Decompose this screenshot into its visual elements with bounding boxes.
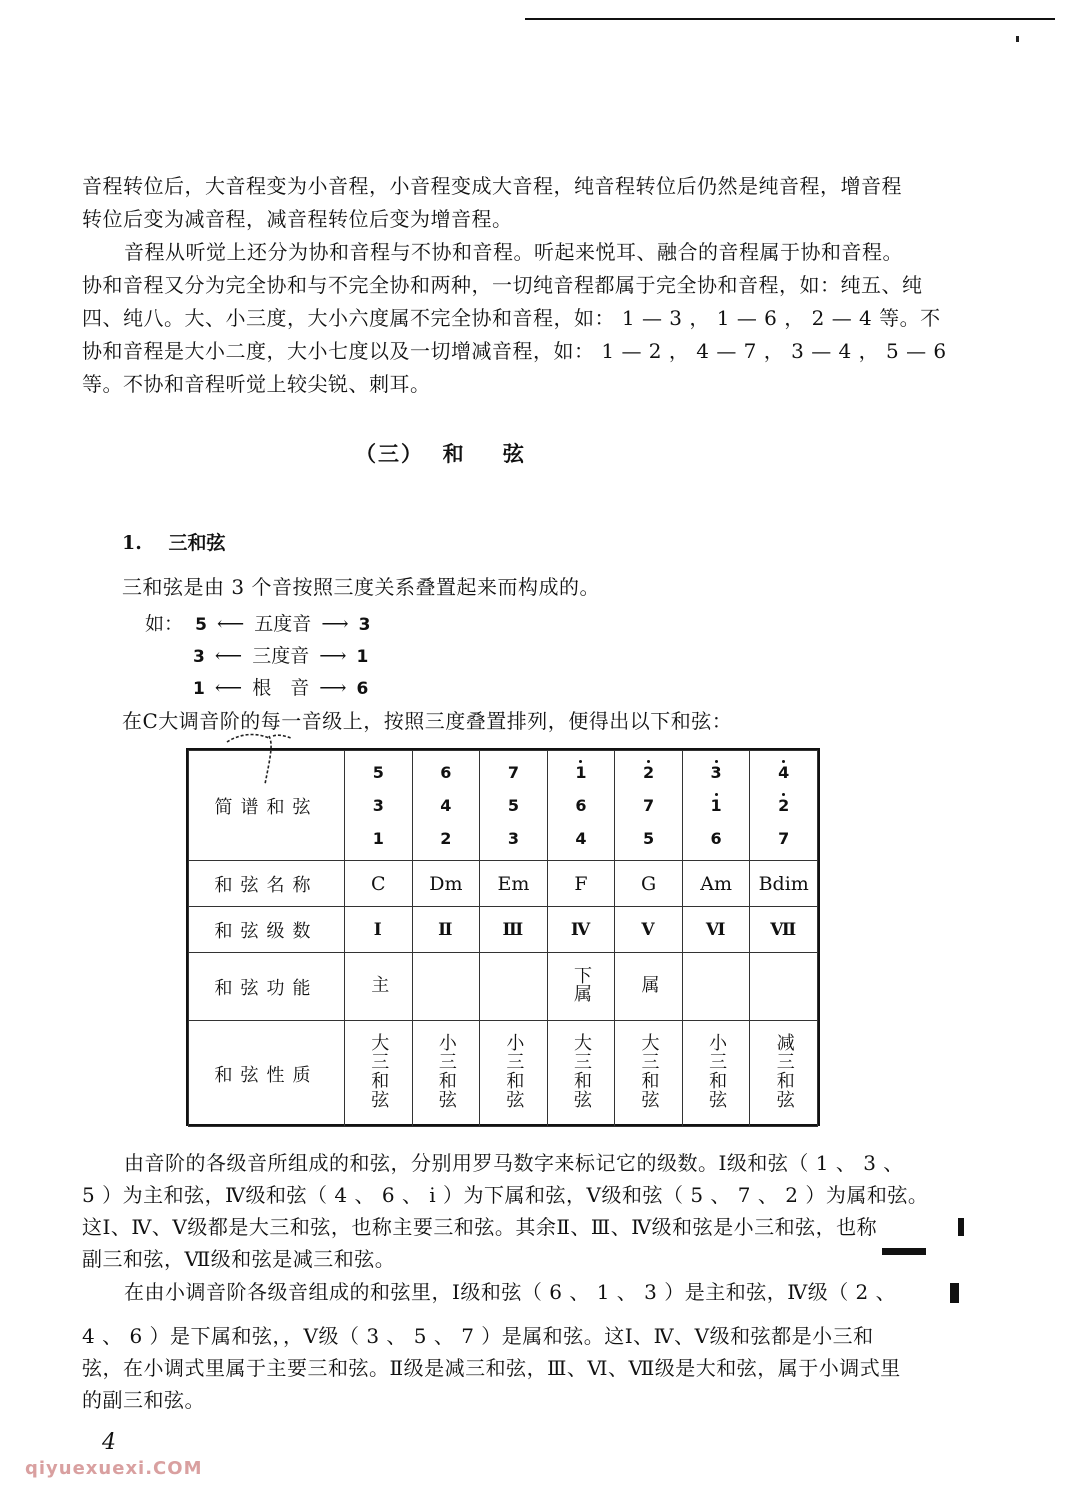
chord-name-cell: Em <box>480 861 548 907</box>
example-right-note: 6 <box>356 679 369 699</box>
chord-name-cell: Dm <box>412 861 480 907</box>
text-line: 由音阶的各级音所组成的和弦，分别用罗马数字来标记它的级数。Ⅰ级和弦（ 1 、 3 、 <box>124 1151 904 1175</box>
chord-function-cell <box>750 953 818 1021</box>
chord-function-text: 属 <box>638 975 660 993</box>
chord-function-cell <box>480 953 548 1021</box>
chord-name-cell: Bdim <box>750 861 818 907</box>
chord-function-text: 主 <box>368 975 390 993</box>
chord-degree-cell: Ⅳ <box>547 907 615 953</box>
chord-root: 5 <box>642 828 655 848</box>
chord-degree-cell: Ⅲ <box>480 907 548 953</box>
chord-quality-cell <box>682 1021 750 1127</box>
example-text: 五度音 <box>254 613 312 635</box>
example-row <box>193 641 368 668</box>
text-line: 5 ）为主和弦，Ⅳ级和弦（ 4 、 6 、 i ）为下属和弦，Ⅴ级和弦（ 5 、 7 、 2 ）为属和弦。 <box>82 1183 929 1207</box>
chord-degree-cell: Ⅰ <box>345 907 413 953</box>
chord-quality-cell <box>547 1021 615 1127</box>
example-left-note: 1 <box>193 679 205 699</box>
chord-quality-cell <box>345 1021 413 1127</box>
top-rule <box>525 18 1055 20</box>
scan-speckle <box>958 1218 964 1236</box>
text-line: 音程从听觉上还分为协和音程与不协和音程。听起来悦耳、融合的音程属于协和音程。 <box>124 240 903 264</box>
chord-name-cell: G <box>615 861 683 907</box>
table-lead-text: 在C大调音阶的每一音级上，按照三度叠置排列，便得出以下和弦： <box>122 709 733 733</box>
table-row-quality <box>189 1021 818 1127</box>
example-text: 三度音 <box>252 645 310 667</box>
chord-quality-text: 小三和弦 <box>435 1033 457 1109</box>
chord-quality-cell <box>480 1021 548 1127</box>
chord-quality-text: 小三和弦 <box>706 1033 728 1109</box>
right-arrow-icon: ⟶ <box>319 677 347 699</box>
chord-root: 2 <box>440 828 452 848</box>
chord-degree-cell: Ⅱ <box>412 907 480 953</box>
chord-quality-cell <box>615 1021 683 1127</box>
chord-function-cell <box>412 953 480 1021</box>
left-arrow-icon: ⟵ <box>214 645 243 667</box>
chord-name-cell: Am <box>682 861 750 907</box>
chord-fifth: 2 <box>642 762 655 782</box>
chord-fifth: 3 <box>710 762 722 782</box>
section-title: （三） 和 弦 <box>355 441 526 466</box>
chord-third: 7 <box>642 795 655 815</box>
chord-quality-cell <box>412 1021 480 1127</box>
chord-quality-text: 大三和弦 <box>638 1033 660 1109</box>
chord-degree-cell: Ⅴ <box>615 907 683 953</box>
chord-function-cell <box>345 953 413 1021</box>
chord-name-cell: C <box>345 861 413 907</box>
right-arrow-icon: ⟶ <box>321 613 349 635</box>
subsection-number: 1. <box>122 532 142 554</box>
row-label-function: 和弦功能 <box>189 953 345 1021</box>
table-row-function <box>189 953 818 1021</box>
chord-degree-cell: Ⅵ <box>682 907 750 953</box>
table-row-degree <box>189 907 818 953</box>
right-arrow-icon: ⟶ <box>319 645 347 667</box>
text-line: 副三和弦，Ⅶ级和弦是减三和弦。 <box>82 1247 396 1271</box>
row-label-name: 和弦名称 <box>189 861 345 907</box>
scan-speckle <box>882 1248 926 1255</box>
chord-quality-text: 大三和弦 <box>570 1033 592 1109</box>
example-row <box>193 673 368 700</box>
example-right-note: 3 <box>358 615 371 635</box>
notation-cell <box>345 751 413 861</box>
chord-table <box>186 748 820 1126</box>
chord-third: 5 <box>507 795 519 815</box>
example-row <box>145 609 370 636</box>
text-line: 协和音程是大小二度，大小七度以及一切增减音程，如： 1 — 2 ， 4 — 7 ， 3 — 4 ， 5 — 6 <box>82 339 947 363</box>
chord-root: 4 <box>575 828 587 848</box>
page-number: 4 <box>102 1430 116 1455</box>
chord-third: 3 <box>372 795 384 815</box>
example-left-note: 3 <box>193 647 205 667</box>
text-line: 在由小调音阶各级音组成的和弦里，Ⅰ级和弦（ 6 、 1 、 3 ）是主和弦，Ⅳ级（ 2 、 <box>124 1280 897 1304</box>
chord-function-cell <box>682 953 750 1021</box>
chord-table-grid <box>188 750 818 1127</box>
chord-third: 4 <box>440 795 452 815</box>
left-arrow-icon: ⟵ <box>216 613 245 635</box>
example-text: 根 音 <box>252 677 310 699</box>
subsection-heading <box>122 528 225 555</box>
text-line: 协和音程又分为完全协和与不完全协和两种，一切纯音程都属于完全协和音程，如：纯五、纯 <box>82 273 923 297</box>
notation-cell <box>750 751 818 861</box>
example-left-note: 5 <box>195 615 207 635</box>
text-line: 4 、 6 ）是下属和弦，，Ⅴ级（ 3 、 5 、 7 ）是属和弦。这Ⅰ、Ⅳ、Ⅴ级和弦都是小三和 <box>82 1324 874 1348</box>
scan-speckle <box>950 1283 959 1303</box>
text-line: 音程转位后，大音程变为小音程，小音程变成大音程，纯音程转位后仍然是纯音程，增音程 <box>82 174 902 198</box>
chord-root: 3 <box>507 828 519 848</box>
chord-function-text: 下属 <box>570 966 592 1002</box>
chord-degree-cell: Ⅶ <box>750 907 818 953</box>
example-label: 如： <box>145 613 184 635</box>
chord-quality-text: 大三和弦 <box>368 1033 390 1109</box>
text-line: 弦，在小调式里属于主要三和弦。Ⅱ级是减三和弦，Ⅲ、Ⅵ、Ⅶ级是大和弦，属于小调式里 <box>82 1356 901 1380</box>
chord-fifth: 7 <box>507 762 519 782</box>
chord-root: 6 <box>710 828 722 848</box>
chord-quality-text: 小三和弦 <box>503 1033 525 1109</box>
chord-quality-text: 减三和弦 <box>773 1033 795 1109</box>
left-arrow-icon: ⟵ <box>214 677 243 699</box>
paragraph-major-triads <box>82 1147 962 1275</box>
paragraph-consonance <box>82 236 962 401</box>
chord-fifth: 4 <box>778 762 790 782</box>
text-line: 四、纯八。大、小三度，大小六度属不完全协和音程，如： 1 — 3 ， 1 — 6 ， 2 — 4 等。不 <box>82 306 941 330</box>
triad-intro: 三和弦是由 3 个音按照三度关系叠置起来而构成的。 <box>122 575 600 599</box>
row-label-quality: 和弦性质 <box>189 1021 345 1127</box>
notation-cell <box>480 751 548 861</box>
site-watermark: qiyuexuexi.COM <box>25 1458 203 1479</box>
chord-third: 2 <box>778 795 790 815</box>
row-label-notation: 简谱和弦 <box>189 751 345 861</box>
chord-third: 6 <box>575 795 587 815</box>
chord-fifth: 1 <box>575 762 587 782</box>
notation-cell <box>412 751 480 861</box>
paragraph-interval-inversion <box>82 170 962 236</box>
chord-function-cell <box>547 953 615 1021</box>
text-line: 这Ⅰ、Ⅳ、Ⅴ级都是大三和弦，也称主要三和弦。其余Ⅱ、Ⅲ、Ⅳ级和弦是小三和弦，也称 <box>82 1215 878 1239</box>
table-row-notation <box>189 751 818 861</box>
chord-fifth: 5 <box>372 762 384 782</box>
chord-root: 7 <box>778 828 790 848</box>
notation-cell <box>547 751 615 861</box>
text-line: 的副三和弦。 <box>82 1388 205 1412</box>
chord-quality-cell <box>750 1021 818 1127</box>
paragraph-minor-triads <box>82 1276 962 1416</box>
notation-cell <box>615 751 683 861</box>
chord-root: 1 <box>372 828 384 848</box>
table-row-name <box>189 861 818 907</box>
scan-mark <box>1016 36 1019 42</box>
example-right-note: 1 <box>356 647 369 667</box>
row-label-degree: 和弦级数 <box>189 907 345 953</box>
chord-function-cell <box>615 953 683 1021</box>
chord-fifth: 6 <box>440 762 452 782</box>
subsection-title: 三和弦 <box>168 532 226 554</box>
line-gap <box>82 1308 962 1320</box>
text-line: 等。不协和音程听觉上较尖锐、刺耳。 <box>82 372 431 396</box>
chord-third: 1 <box>710 795 722 815</box>
chord-name-cell: F <box>547 861 615 907</box>
notation-cell <box>682 751 750 861</box>
text-line: 转位后变为减音程，减音程转位后变为增音程。 <box>82 207 513 231</box>
